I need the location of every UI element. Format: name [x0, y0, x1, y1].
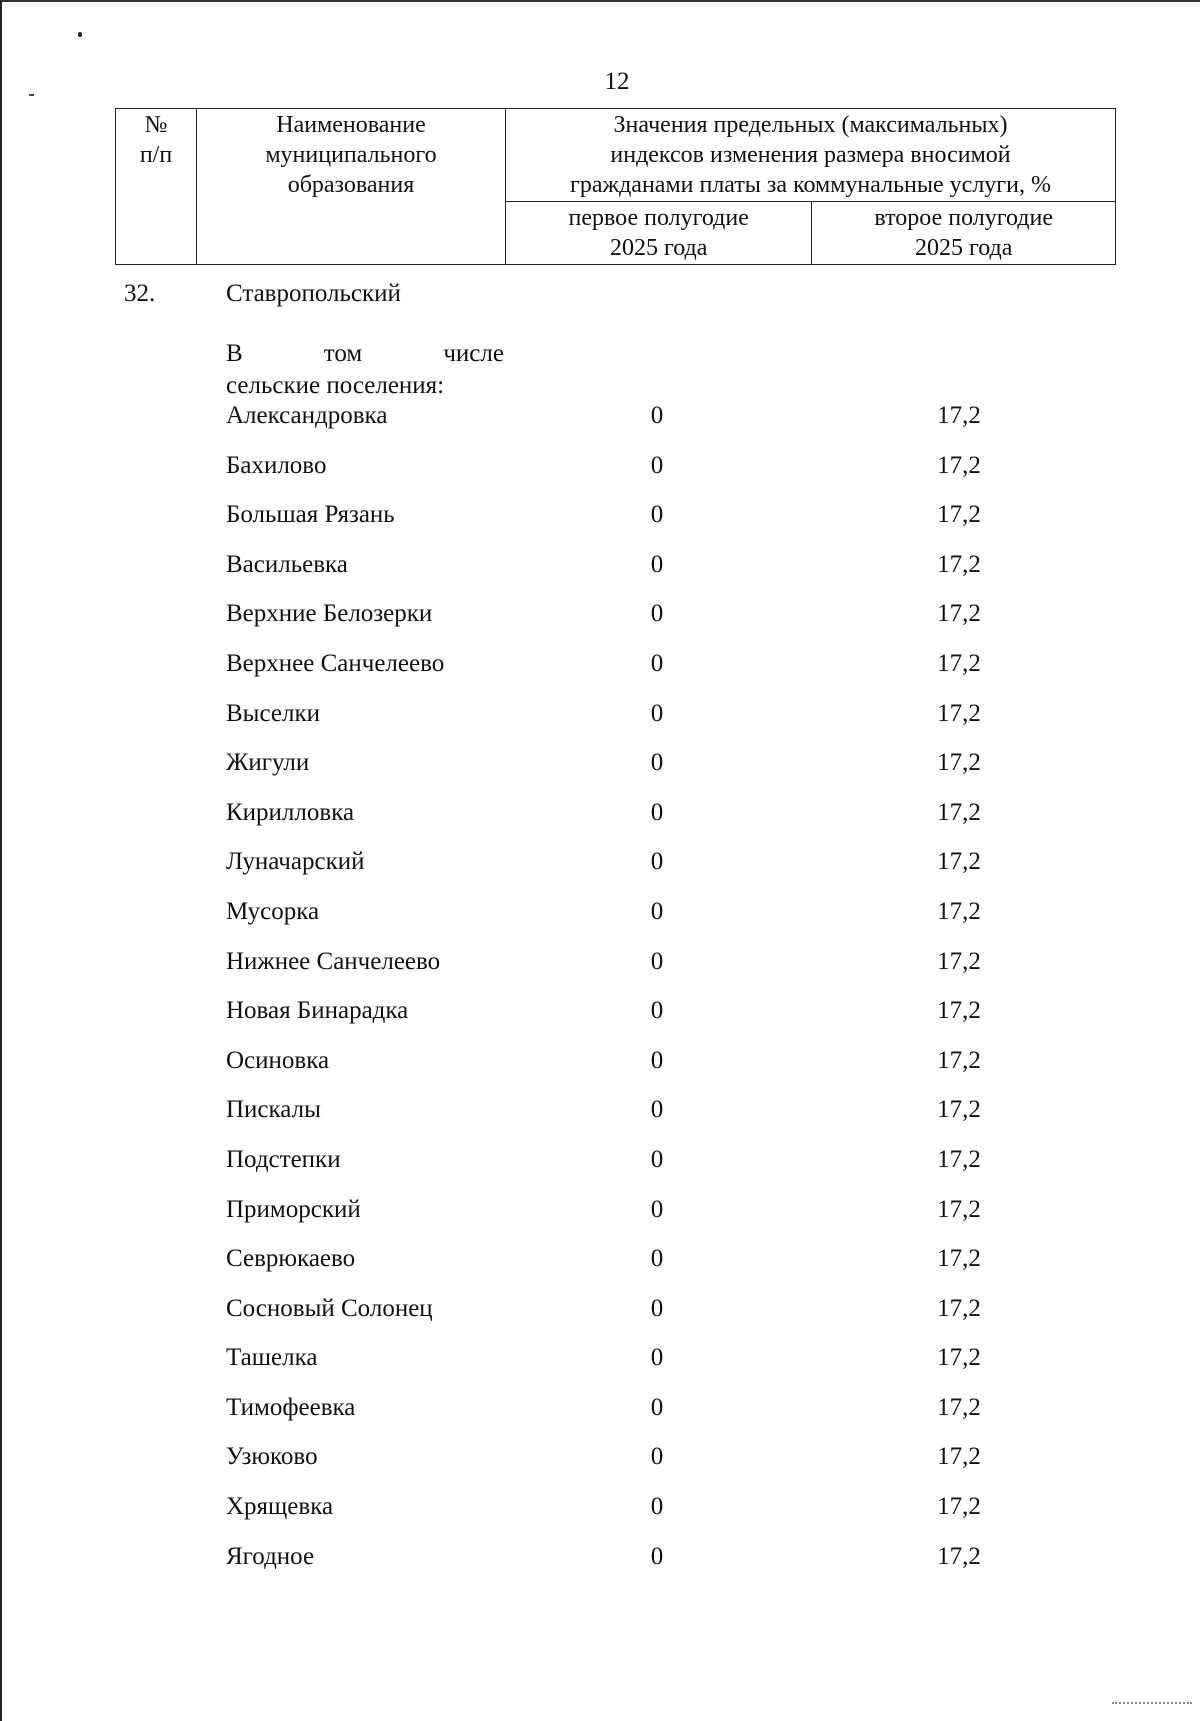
settlement-name: Севрюкаево — [226, 1245, 356, 1273]
value-second-half: 17,2 — [937, 1542, 981, 1570]
settlement-name: Новая Бинарадка — [226, 997, 409, 1025]
value-second-half: 17,2 — [937, 848, 981, 876]
value-second-half: 17,2 — [937, 1245, 981, 1273]
including-line-2: сельские поселения: — [226, 372, 445, 399]
value-second-half: 17,2 — [937, 649, 981, 677]
value-second-half: 17,2 — [937, 501, 981, 529]
value-second-half: 17,2 — [937, 1195, 981, 1223]
table-row — [2, 948, 1200, 998]
value-first-half: 0 — [650, 1393, 664, 1421]
table-row — [2, 1196, 1200, 1246]
value-second-half: 17,2 — [937, 1493, 981, 1521]
table-header — [115, 108, 1116, 265]
value-second-half: 17,2 — [937, 947, 981, 975]
table-row — [2, 749, 1200, 799]
settlement-name: Узюково — [226, 1443, 318, 1471]
header-col-values: Значения предельных (максимальных) индексов изменения размера вносимой гражданами платы за коммунальные услуги, % — [506, 109, 1116, 202]
value-first-half: 0 — [650, 947, 664, 975]
value-first-half: 0 — [650, 897, 664, 925]
value-first-half: 0 — [650, 1145, 664, 1173]
value-second-half: 17,2 — [937, 402, 981, 429]
settlement-name: Луначарский — [226, 848, 365, 876]
value-first-half: 0 — [650, 1443, 664, 1471]
settlement-name: Верхние Белозерки — [226, 600, 433, 628]
table-row — [2, 1096, 1200, 1146]
value-first-half: 0 — [650, 1096, 664, 1124]
table-row — [2, 1493, 1200, 1543]
settlement-name: Мусорка — [226, 897, 320, 925]
settlement-name: Верхнее Санчелеево — [226, 649, 445, 677]
value-first-half: 0 — [650, 699, 664, 727]
settlement-name: Кирилловка — [226, 798, 355, 826]
header-sub-second-half: второе полугодие 2025 года — [812, 202, 1116, 265]
including-word: том — [323, 340, 363, 367]
value-first-half: 0 — [650, 1245, 664, 1273]
table-row — [2, 1344, 1200, 1394]
settlement-list — [2, 402, 1200, 1592]
header-col-name: Наименование муниципального образования — [197, 109, 506, 265]
table-row — [2, 898, 1200, 948]
value-first-half: 0 — [650, 848, 664, 876]
value-second-half: 17,2 — [937, 1145, 981, 1173]
table-row — [2, 501, 1200, 551]
value-second-half: 17,2 — [937, 1046, 981, 1074]
value-first-half: 0 — [650, 501, 664, 529]
settlement-name: Хрящевка — [226, 1493, 334, 1521]
value-first-half: 0 — [650, 1046, 664, 1074]
including-line-1 — [226, 338, 504, 370]
settlement-name: Пискалы — [226, 1096, 321, 1124]
page-number: 12 — [604, 68, 630, 95]
settlement-name: Большая Рязань — [226, 501, 395, 529]
value-second-half: 17,2 — [937, 699, 981, 727]
including-note — [226, 338, 504, 402]
scan-artifact-dot — [78, 32, 82, 37]
value-second-half: 17,2 — [937, 1344, 981, 1372]
value-second-half: 17,2 — [937, 1393, 981, 1421]
value-first-half: 0 — [650, 402, 664, 429]
settlement-name: Сосновый Солонец — [226, 1294, 433, 1322]
including-word: числе — [443, 340, 504, 367]
scan-artifact-bottom — [1112, 1702, 1192, 1707]
table-row — [2, 600, 1200, 650]
value-first-half: 0 — [650, 997, 664, 1025]
header-col-number: № п/п — [116, 109, 197, 265]
table-row — [2, 1443, 1200, 1493]
settlement-name: Бахилово — [226, 451, 327, 479]
value-first-half: 0 — [650, 1542, 664, 1570]
header-sub-first-half: первое полугодие 2025 года — [506, 202, 812, 265]
value-first-half: 0 — [650, 550, 664, 578]
table-row — [2, 1543, 1200, 1593]
value-second-half: 17,2 — [937, 798, 981, 826]
table-row — [2, 1295, 1200, 1345]
value-second-half: 17,2 — [937, 600, 981, 628]
settlement-name: Васильевка — [226, 550, 348, 578]
including-word: В — [226, 340, 243, 367]
table-row — [2, 1394, 1200, 1444]
value-first-half: 0 — [650, 649, 664, 677]
table-row — [2, 700, 1200, 750]
value-second-half: 17,2 — [937, 451, 981, 479]
settlement-name: Ташелка — [226, 1344, 318, 1372]
value-second-half: 17,2 — [937, 550, 981, 578]
value-second-half: 17,2 — [937, 997, 981, 1025]
table-row — [2, 402, 1200, 452]
table-row — [2, 799, 1200, 849]
value-first-half: 0 — [650, 1493, 664, 1521]
table-row — [2, 452, 1200, 502]
settlement-name: Приморский — [226, 1195, 361, 1223]
table-row — [2, 848, 1200, 898]
value-first-half: 0 — [650, 749, 664, 777]
value-first-half: 0 — [650, 1344, 664, 1372]
value-second-half: 17,2 — [937, 1443, 981, 1471]
value-first-half: 0 — [650, 1195, 664, 1223]
value-second-half: 17,2 — [937, 1294, 981, 1322]
table-row — [2, 1047, 1200, 1097]
value-first-half: 0 — [650, 1294, 664, 1322]
settlement-name: Выселки — [226, 699, 320, 727]
table-row — [2, 1245, 1200, 1295]
value-second-half: 17,2 — [937, 749, 981, 777]
settlement-name: Нижнее Санчелеево — [226, 947, 441, 975]
table-row — [2, 1146, 1200, 1196]
district-number: 32. — [124, 280, 156, 307]
settlement-name: Подстепки — [226, 1145, 341, 1173]
value-second-half: 17,2 — [937, 897, 981, 925]
table-row — [2, 551, 1200, 601]
value-first-half: 0 — [650, 451, 664, 479]
value-first-half: 0 — [650, 600, 664, 628]
settlement-name: Осиновка — [226, 1046, 330, 1074]
settlement-name: Жигули — [226, 749, 310, 777]
value-second-half: 17,2 — [937, 1096, 981, 1124]
settlement-name: Александровка — [226, 402, 388, 429]
settlement-name: Ягодное — [226, 1542, 315, 1570]
table-row — [2, 650, 1200, 700]
value-first-half: 0 — [650, 798, 664, 826]
district-name: Ставропольский — [226, 280, 401, 307]
settlement-name: Тимофеевка — [226, 1393, 356, 1421]
table-row — [2, 997, 1200, 1047]
